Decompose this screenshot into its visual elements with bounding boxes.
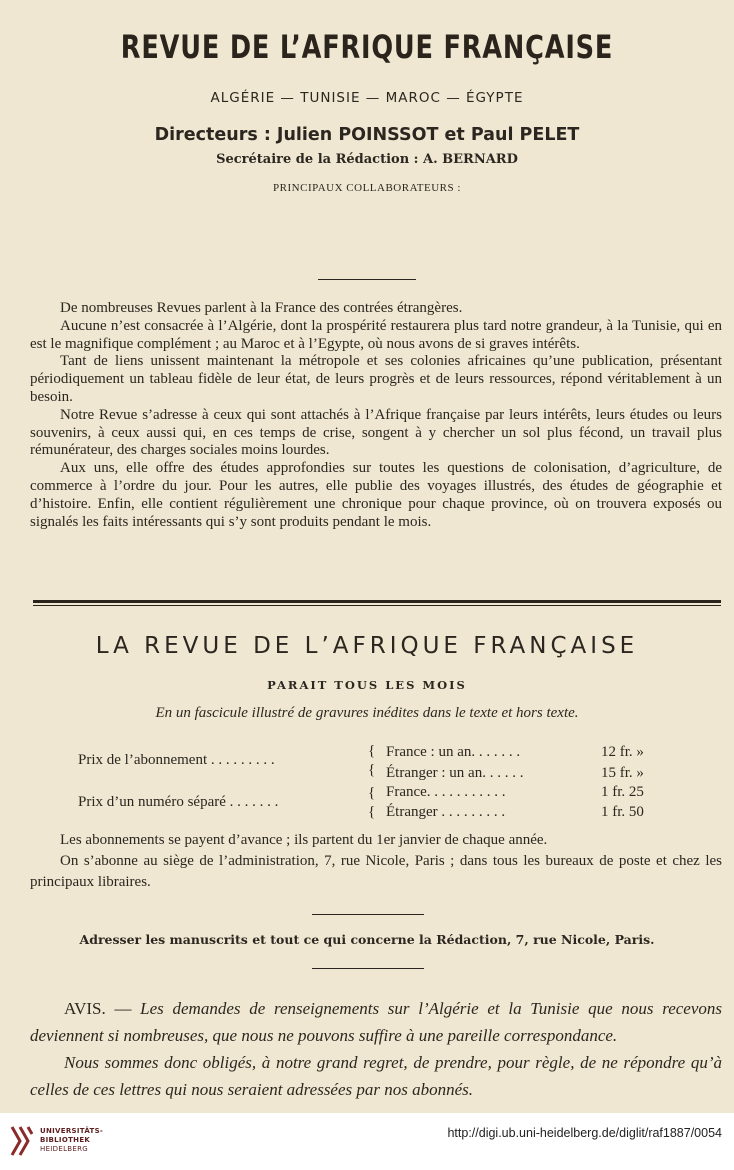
- subscription-paragraph: On s’abonne au siège de l’administration, 7, rue Nicole, Paris ; dans tous les bureaux de poste et chez les principaux libraires.: [30, 853, 722, 890]
- single-issue-price-label: Prix d’un numéro séparé . . . . . . .: [78, 794, 279, 810]
- library-name-line: BIBLIOTHEK: [40, 1136, 91, 1144]
- notice: [30, 995, 722, 1103]
- price-amount: 1 fr. 50: [601, 804, 644, 820]
- library-name: [40, 1127, 103, 1154]
- section-divider-thick: [33, 600, 721, 603]
- notice-paragraph: Nous sommes donc obligés, à notre grand regret, de prendre, pour règle, de ne répondre qu’à celles de ces lettres qui nous seraient adressées par nos abonnés.: [30, 1053, 722, 1099]
- library-footer: [0, 1113, 734, 1170]
- introduction: [30, 300, 722, 531]
- price-row: [386, 744, 686, 761]
- secretary-line: Secrétaire de la Rédaction : A. BERNARD: [216, 152, 518, 167]
- address-notice: Adresser les manuscrits et tout ce qui concerne la Rédaction, 7, rue Nicole, Paris.: [79, 932, 655, 947]
- permalink[interactable]: http://digi.ub.uni-heidelberg.de/diglit/raf1887/0054: [447, 1126, 722, 1140]
- subscription-info: [30, 830, 722, 893]
- price-desc: France. . . . . . . . . . .: [386, 784, 506, 800]
- intro-paragraph: De nombreuses Revues parlent à la France des contrées étrangères.: [60, 300, 463, 316]
- brace: { {: [368, 743, 376, 778]
- divider: [312, 914, 424, 915]
- subscription-price-label: Prix de l’abonnement . . . . . . . . .: [78, 752, 275, 768]
- price-desc: Étranger . . . . . . . . .: [386, 804, 506, 820]
- library-name-line: HEIDELBERG: [40, 1145, 88, 1153]
- announcement-title: LA REVUE DE L’AFRIQUE FRANÇAISE: [95, 633, 639, 659]
- intro-paragraph: Aux uns, elle offre des études approfondies sur toutes les questions de colonisation, d’agriculture, de commerce à l’ordre du jour. Pour les autres, elle publie des voyages illustrés, des études de géographie et d’histoire. Enfin, elle contient régulièrement une chronique pour chaque province, où on trouvera exposés ou signalés les faits intéressants qui s’y sont produits pendant le mois.: [30, 460, 722, 530]
- price-desc: France : un an. . . . . . .: [386, 744, 521, 760]
- notice-text: Les demandes de renseignements sur l’Algérie et la Tunisie que nous recevons deviennent si nombreuses, que nous ne pouvons suffire à une pareille correspondance.: [30, 999, 723, 1045]
- price-amount: 1 fr. 25: [601, 784, 644, 800]
- price-row: [386, 804, 686, 821]
- directors-line: Directeurs : Julien POINSSOT et Paul PELET: [154, 125, 580, 145]
- brace: { {: [368, 785, 376, 820]
- library-logo-icon: [8, 1125, 34, 1157]
- price-amount: 15 fr. »: [601, 765, 644, 781]
- price-desc: Étranger : un an. . . . . .: [386, 765, 524, 781]
- price-row: [386, 765, 686, 782]
- regions-subtitle: ALGÉRIE — TUNISIE — MAROC — ÉGYPTE: [210, 90, 524, 106]
- collaborators-heading: PRINCIPAUX COLLABORATEURS :: [273, 182, 461, 194]
- price-amount: 12 fr. »: [601, 744, 644, 760]
- intro-paragraph: Aucune n’est consacrée à l’Algérie, dont la prospérité restaurera plus tard notre grandeur, à la Tunisie, qui en est le magnifique complément ; au Maroc et à l’Egypte, où nous avons de si graves intérêts.: [30, 317, 722, 352]
- intro-paragraph: Tant de liens unissent maintenant la métropole et ses colonies africaines qu’une publication, présentant périodiquement un tableau fidèle de leur état, de leurs progrès et de leurs ressources, répond véritablement à un besoin.: [30, 353, 722, 405]
- notice-lead: AVIS. —: [64, 999, 132, 1018]
- library-name-line: UNIVERSITÄTS-: [40, 1127, 104, 1135]
- divider: [318, 279, 416, 280]
- subscription-paragraph: Les abonnements se payent d’avance ; ils partent du 1er janvier de chaque année.: [60, 832, 548, 848]
- divider: [312, 968, 424, 969]
- section-divider-thin: [33, 605, 721, 606]
- notice-paragraph: [30, 995, 722, 1049]
- publication-frequency: PARAIT TOUS LES MOIS: [267, 678, 467, 692]
- fascicule-note: En un fascicule illustré de gravures inédites dans le texte et hors texte.: [155, 705, 579, 721]
- intro-paragraph: Notre Revue s’adresse à ceux qui sont attachés à l’Afrique française par leurs intérêts, leurs études ou leurs souvenirs, à ceux aussi qui, en ces temps de crise, songent à y chercher un sol plus fécond, un travail plus rémunérateur, des charges sociales moins lourdes.: [30, 406, 722, 459]
- journal-title: REVUE DE L’AFRIQUE FRANÇAISE: [120, 28, 614, 66]
- price-row: [386, 784, 686, 801]
